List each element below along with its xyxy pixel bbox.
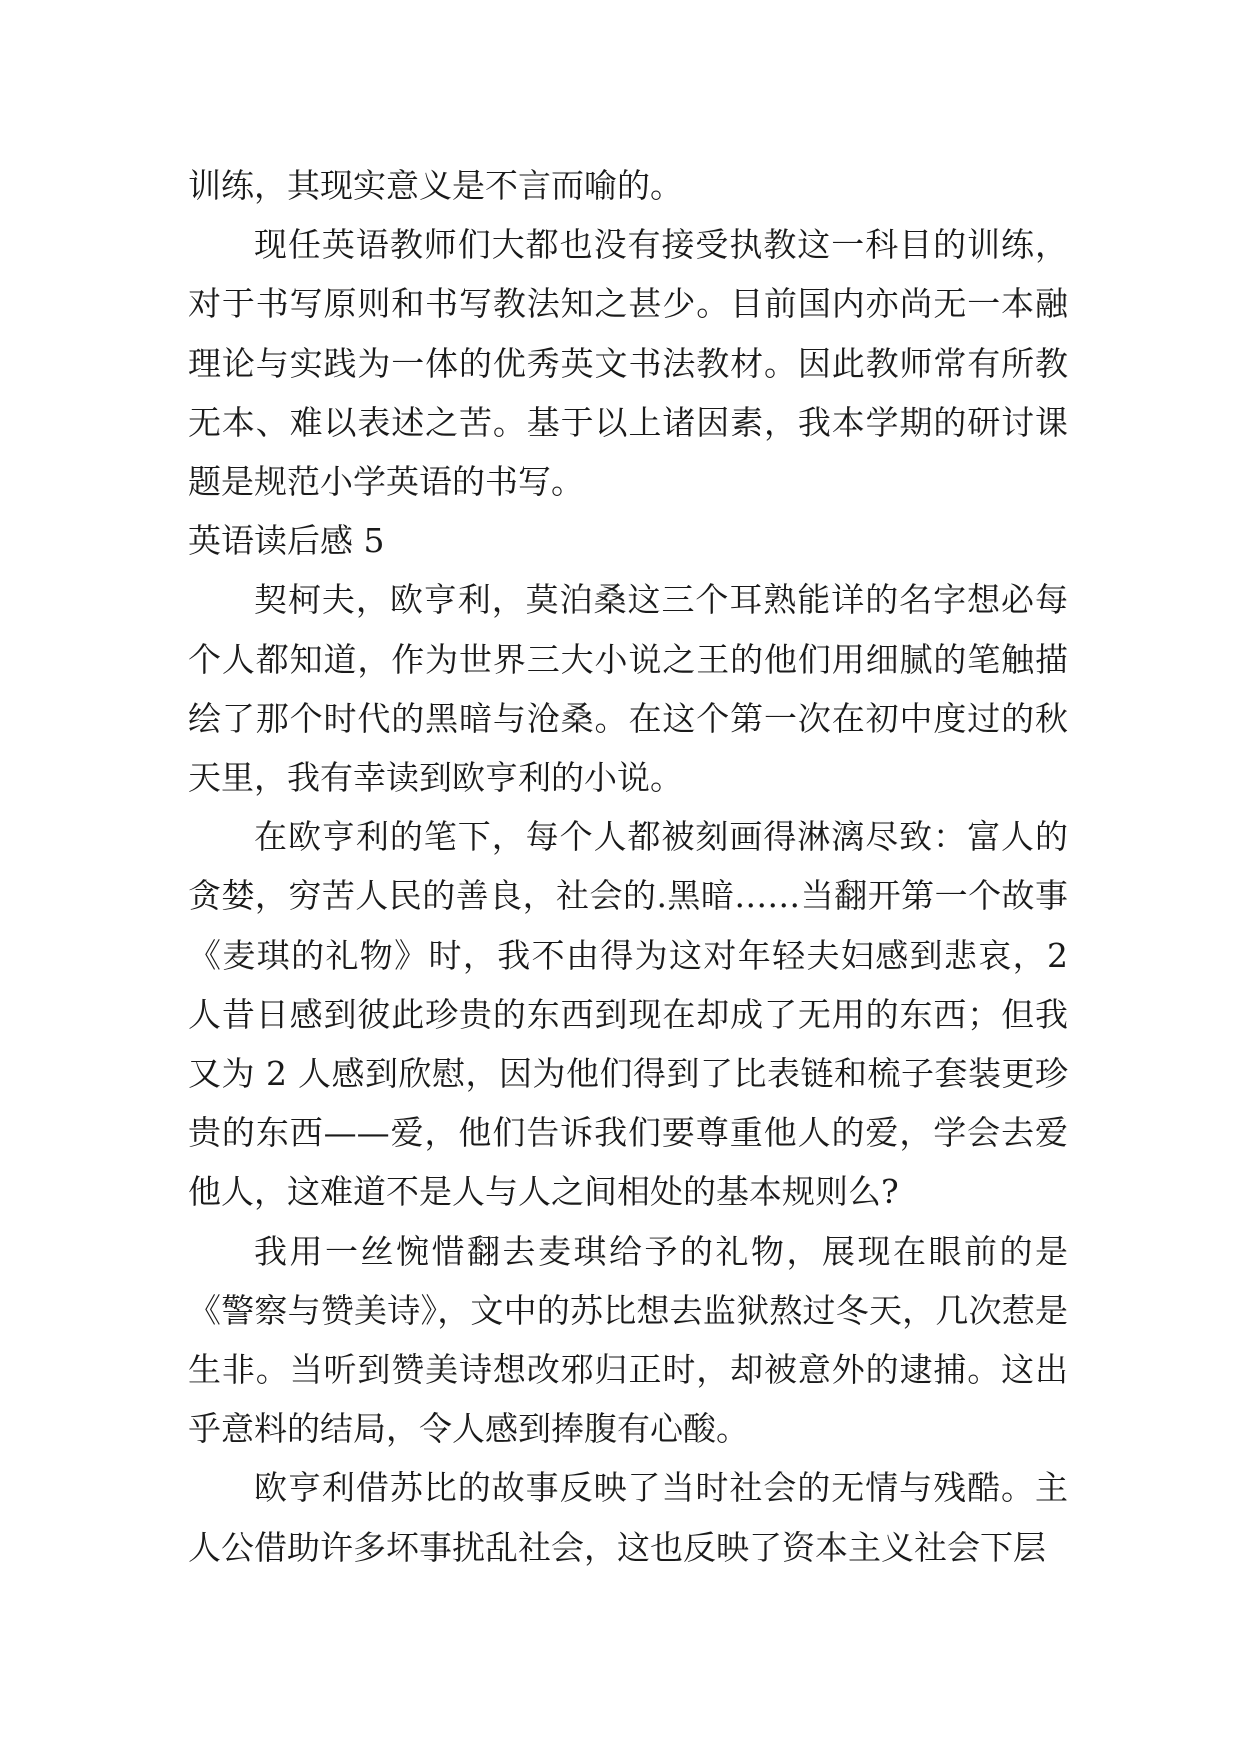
paragraph-continuation: 训练，其现实意义是不言而喻的。 <box>188 166 683 205</box>
document-body <box>188 156 1068 1577</box>
paragraph-gift-of-magi: 在欧亨利的笔下，每个人都被刻画得淋漓尽致：富人的贪婪，穷苦人民的善良，社会的.黑暗……当翻开第一个故事《麦琪的礼物》时，我不由得为这对年轻夫妇感到悲哀，2 人昔日感到彼此珍贵的东西到现在却成了无用的东西；但我又为 2 人感到欣慰，因为他们得到了比表链和梳子套装更珍贵的东西——爱，他们告诉我们要尊重他人的爱，学会去爱他人，这难道不是人与人之间相处的基本规则么? <box>188 817 1068 1212</box>
paragraph-cop-and-anthem: 我用一丝惋惜翻去麦琪给予的礼物，展现在眼前的是《警察与赞美诗》，文中的苏比想去监狱熬过冬天，几次惹是生非。当听到赞美诗想改邪归正时，却被意外的逮捕。这出乎意料的结局，令人感到捧腹有心酸。 <box>188 1231 1068 1449</box>
paragraph-society-reflection: 欧亨利借苏比的故事反映了当时社会的无情与残酷。主人公借助许多坏事扰乱社会，这也反映了资本主义社会下层 <box>188 1468 1068 1567</box>
paragraph-intro-authors: 契柯夫，欧亨利，莫泊桑这三个耳熟能详的名字想必每个人都知道，作为世界三大小说之王的他们用细腻的笔触描绘了那个时代的黑暗与沧桑。在这个第一次在初中度过的秋天里，我有幸读到欧亨利的小说。 <box>188 580 1068 798</box>
section-heading: 英语读后感 5 <box>188 521 385 561</box>
paragraph-teacher-training: 现任英语教师们大都也没有接受执教这一科目的训练，对于书写原则和书写教法知之甚少。目前国内亦尚无一本融理论与实践为一体的优秀英文书法教材。因此教师常有所教无本、难以表述之苦。基于以上诸因素，我本学期的研讨课题是规范小学英语的书写。 <box>188 225 1068 502</box>
